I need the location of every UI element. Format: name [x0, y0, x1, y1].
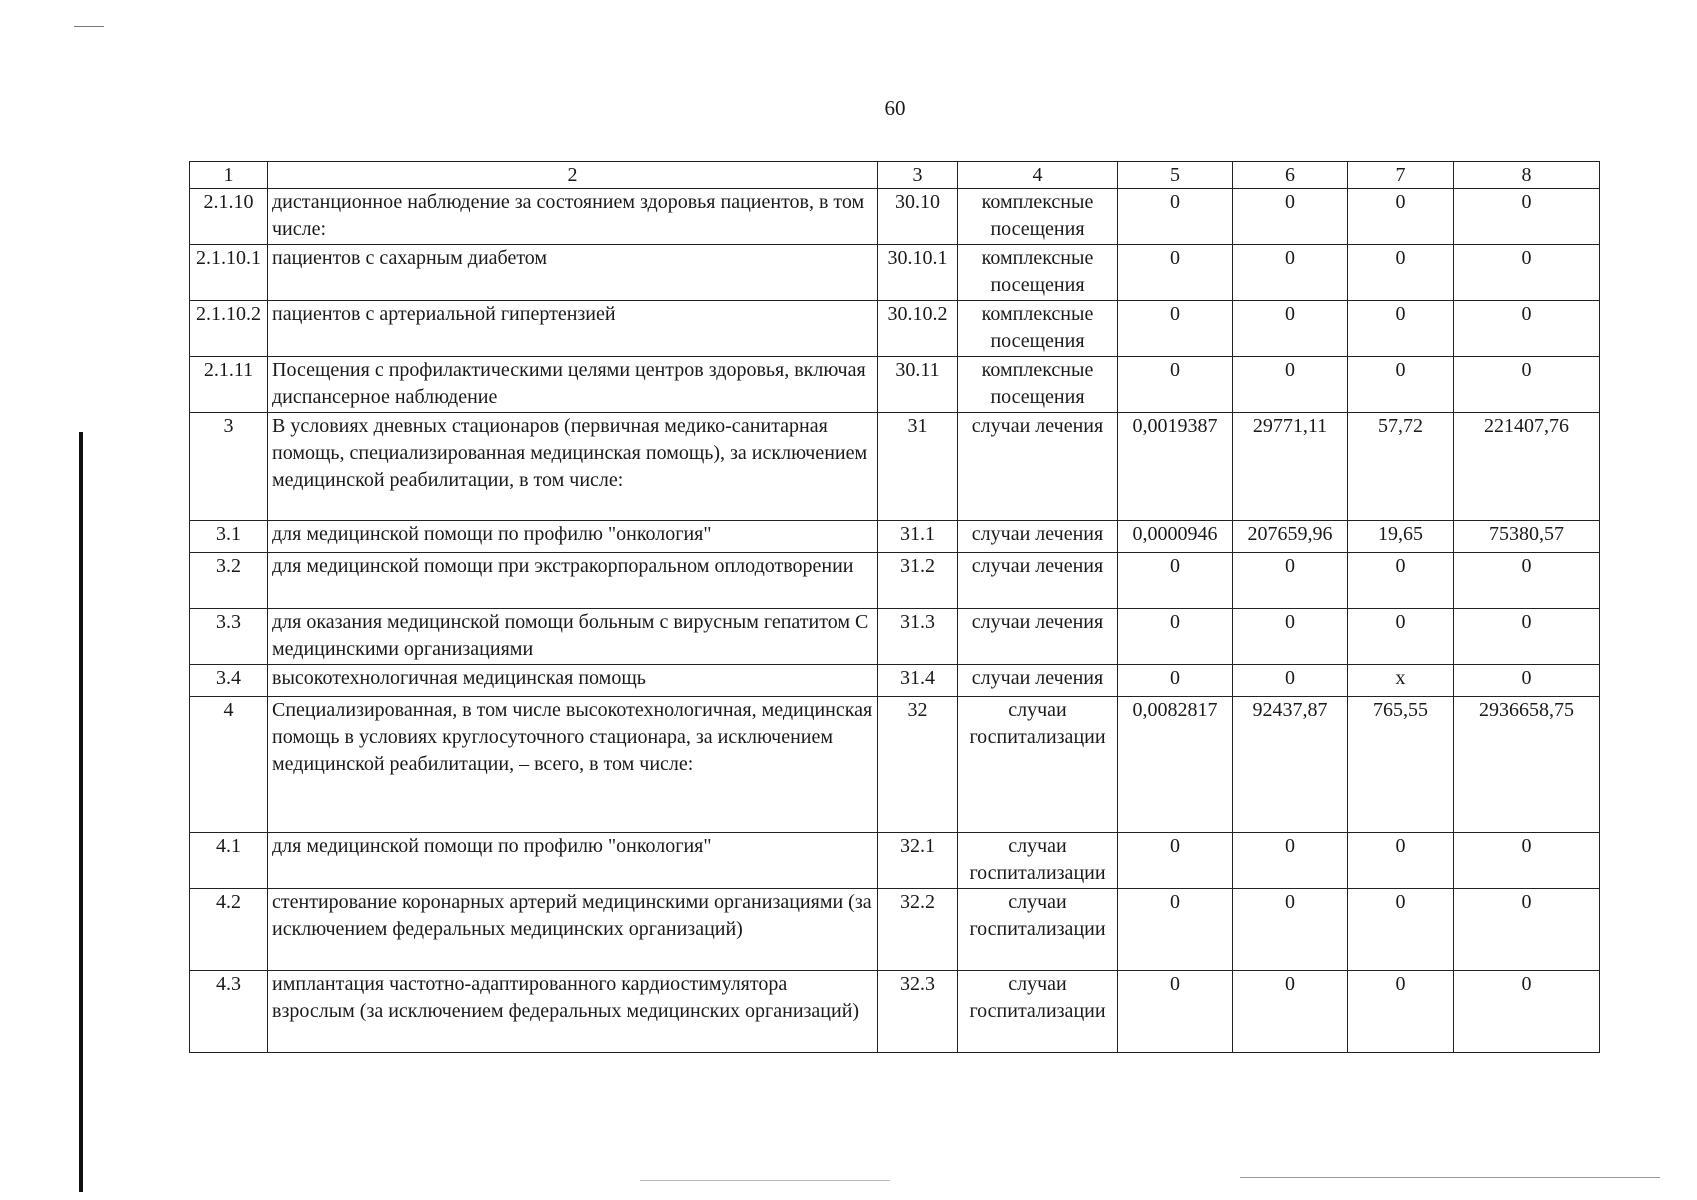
- row-value-6: 92437,87: [1233, 697, 1348, 833]
- row-value-8: 0: [1454, 889, 1600, 971]
- row-name: для медицинской помощи при экстракорпоральном оплодотворении: [268, 553, 878, 609]
- row-code: 32.2: [878, 889, 958, 971]
- row-value-6: 0: [1233, 833, 1348, 889]
- table-row: [190, 357, 1600, 413]
- row-value-8: 0: [1454, 245, 1600, 301]
- row-code: 32.1: [878, 833, 958, 889]
- table-row: [190, 833, 1600, 889]
- row-name: для оказания медицинской помощи больным с вирусным гепатитом С медицинскими организациями: [268, 609, 878, 665]
- row-value-7: 19,65: [1348, 521, 1454, 553]
- row-value-6: 0: [1233, 245, 1348, 301]
- row-value-8: 0: [1454, 833, 1600, 889]
- table-row: [190, 697, 1600, 833]
- row-number: 4: [190, 697, 268, 833]
- row-value-7: 0: [1348, 889, 1454, 971]
- row-code: 30.10: [878, 189, 958, 245]
- row-code: 31.1: [878, 521, 958, 553]
- scan-artifact: [74, 26, 104, 27]
- row-value-7: 57,72: [1348, 413, 1454, 521]
- row-unit: комплексные посещения: [958, 357, 1118, 413]
- row-value-5: 0: [1118, 665, 1233, 697]
- header-cell: 4: [958, 162, 1118, 189]
- row-value-5: 0: [1118, 971, 1233, 1053]
- row-number: 2.1.11: [190, 357, 268, 413]
- row-unit: комплексные посещения: [958, 189, 1118, 245]
- row-value-7: x: [1348, 665, 1454, 697]
- row-number: 3.3: [190, 609, 268, 665]
- table-row: [190, 665, 1600, 697]
- row-value-6: 0: [1233, 889, 1348, 971]
- row-number: 3: [190, 413, 268, 521]
- row-value-6: 0: [1233, 357, 1348, 413]
- row-unit: случаи госпитализации: [958, 971, 1118, 1053]
- table-row: [190, 245, 1600, 301]
- row-value-5: 0: [1118, 357, 1233, 413]
- row-name: В условиях дневных стационаров (первичная медико-санитарная помощь, специализированная медицинская помощь), за исключением медицинской реабилитации, в том числе:: [268, 413, 878, 521]
- table-header-row: [190, 162, 1600, 189]
- header-cell: 1: [190, 162, 268, 189]
- row-unit: случаи госпитализации: [958, 889, 1118, 971]
- row-value-8: 221407,76: [1454, 413, 1600, 521]
- row-name: стентирование коронарных артерий медицинскими организациями (за исключением федеральных медицинских организаций): [268, 889, 878, 971]
- row-value-8: 2936658,75: [1454, 697, 1600, 833]
- row-value-5: 0: [1118, 833, 1233, 889]
- row-value-6: 29771,11: [1233, 413, 1348, 521]
- row-value-7: 0: [1348, 357, 1454, 413]
- scan-margin-line: [79, 432, 83, 1192]
- row-value-5: 0: [1118, 609, 1233, 665]
- row-value-8: 0: [1454, 665, 1600, 697]
- table-row: [190, 301, 1600, 357]
- row-code: 30.10.1: [878, 245, 958, 301]
- row-name: для медицинской помощи по профилю "онкология": [268, 521, 878, 553]
- row-value-5: 0: [1118, 553, 1233, 609]
- page-number: 60: [884, 96, 906, 120]
- row-value-6: 0: [1233, 189, 1348, 245]
- header-cell: 8: [1454, 162, 1600, 189]
- row-number: 4.1: [190, 833, 268, 889]
- row-unit: случаи госпитализации: [958, 697, 1118, 833]
- row-unit: случаи лечения: [958, 609, 1118, 665]
- row-value-6: 0: [1233, 665, 1348, 697]
- row-value-5: 0,0000946: [1118, 521, 1233, 553]
- table-row: [190, 413, 1600, 521]
- row-value-7: 0: [1348, 301, 1454, 357]
- table-row: [190, 609, 1600, 665]
- row-value-8: 0: [1454, 971, 1600, 1053]
- row-code: 31.2: [878, 553, 958, 609]
- header-cell: 5: [1118, 162, 1233, 189]
- row-value-6: 0: [1233, 301, 1348, 357]
- header-cell: 7: [1348, 162, 1454, 189]
- row-value-7: 765,55: [1348, 697, 1454, 833]
- row-code: 31.3: [878, 609, 958, 665]
- row-unit: случаи лечения: [958, 413, 1118, 521]
- row-unit: случаи госпитализации: [958, 833, 1118, 889]
- row-unit: комплексные посещения: [958, 245, 1118, 301]
- row-value-6: 0: [1233, 609, 1348, 665]
- row-value-6: 0: [1233, 553, 1348, 609]
- row-name: Специализированная, в том числе высокотехнологичная, медицинская помощь в условиях круглосуточного стационара, за исключением медицинской реабилитации, – всего, в том числе:: [268, 697, 878, 833]
- row-number: 2.1.10.1: [190, 245, 268, 301]
- row-number: 3.4: [190, 665, 268, 697]
- row-unit: случаи лечения: [958, 521, 1118, 553]
- row-value-5: 0,0082817: [1118, 697, 1233, 833]
- row-name: имплантация частотно-адаптированного кардиостимулятора взрослым (за исключением федеральных медицинских организаций): [268, 971, 878, 1053]
- row-number: 2.1.10.2: [190, 301, 268, 357]
- row-name: Посещения с профилактическими целями центров здоровья, включая диспансерное наблюдение: [268, 357, 878, 413]
- table-row: [190, 971, 1600, 1053]
- row-value-6: 0: [1233, 971, 1348, 1053]
- header-cell: 2: [268, 162, 878, 189]
- row-value-8: 0: [1454, 553, 1600, 609]
- row-number: 4.2: [190, 889, 268, 971]
- row-value-5: 0: [1118, 889, 1233, 971]
- row-value-8: 0: [1454, 301, 1600, 357]
- row-unit: случаи лечения: [958, 553, 1118, 609]
- row-value-6: 207659,96: [1233, 521, 1348, 553]
- table-row: [190, 889, 1600, 971]
- row-value-5: 0: [1118, 189, 1233, 245]
- row-number: 4.3: [190, 971, 268, 1053]
- row-value-5: 0: [1118, 301, 1233, 357]
- row-unit: случаи лечения: [958, 665, 1118, 697]
- row-code: 31: [878, 413, 958, 521]
- row-number: 3.2: [190, 553, 268, 609]
- row-value-5: 0,0019387: [1118, 413, 1233, 521]
- row-value-7: 0: [1348, 609, 1454, 665]
- row-value-8: 0: [1454, 189, 1600, 245]
- row-unit: комплексные посещения: [958, 301, 1118, 357]
- scan-artifact: [1240, 1177, 1660, 1178]
- header-cell: 3: [878, 162, 958, 189]
- row-value-7: 0: [1348, 971, 1454, 1053]
- scan-artifact: [640, 1180, 890, 1181]
- row-value-8: 0: [1454, 609, 1600, 665]
- row-value-7: 0: [1348, 833, 1454, 889]
- row-code: 32: [878, 697, 958, 833]
- row-code: 30.11: [878, 357, 958, 413]
- row-value-7: 0: [1348, 189, 1454, 245]
- row-name: пациентов с артериальной гипертензией: [268, 301, 878, 357]
- row-code: 31.4: [878, 665, 958, 697]
- data-table: [189, 161, 1600, 1053]
- table-row: [190, 189, 1600, 245]
- row-value-8: 75380,57: [1454, 521, 1600, 553]
- row-number: 3.1: [190, 521, 268, 553]
- row-number: 2.1.10: [190, 189, 268, 245]
- row-value-8: 0: [1454, 357, 1600, 413]
- row-code: 32.3: [878, 971, 958, 1053]
- row-value-7: 0: [1348, 553, 1454, 609]
- row-name: пациентов с сахарным диабетом: [268, 245, 878, 301]
- table-row: [190, 521, 1600, 553]
- row-code: 30.10.2: [878, 301, 958, 357]
- table-row: [190, 553, 1600, 609]
- row-name: дистанционное наблюдение за состоянием здоровья пациентов, в том числе:: [268, 189, 878, 245]
- row-name: высокотехнологичная медицинская помощь: [268, 665, 878, 697]
- header-cell: 6: [1233, 162, 1348, 189]
- row-name: для медицинской помощи по профилю "онкология": [268, 833, 878, 889]
- row-value-7: 0: [1348, 245, 1454, 301]
- row-value-5: 0: [1118, 245, 1233, 301]
